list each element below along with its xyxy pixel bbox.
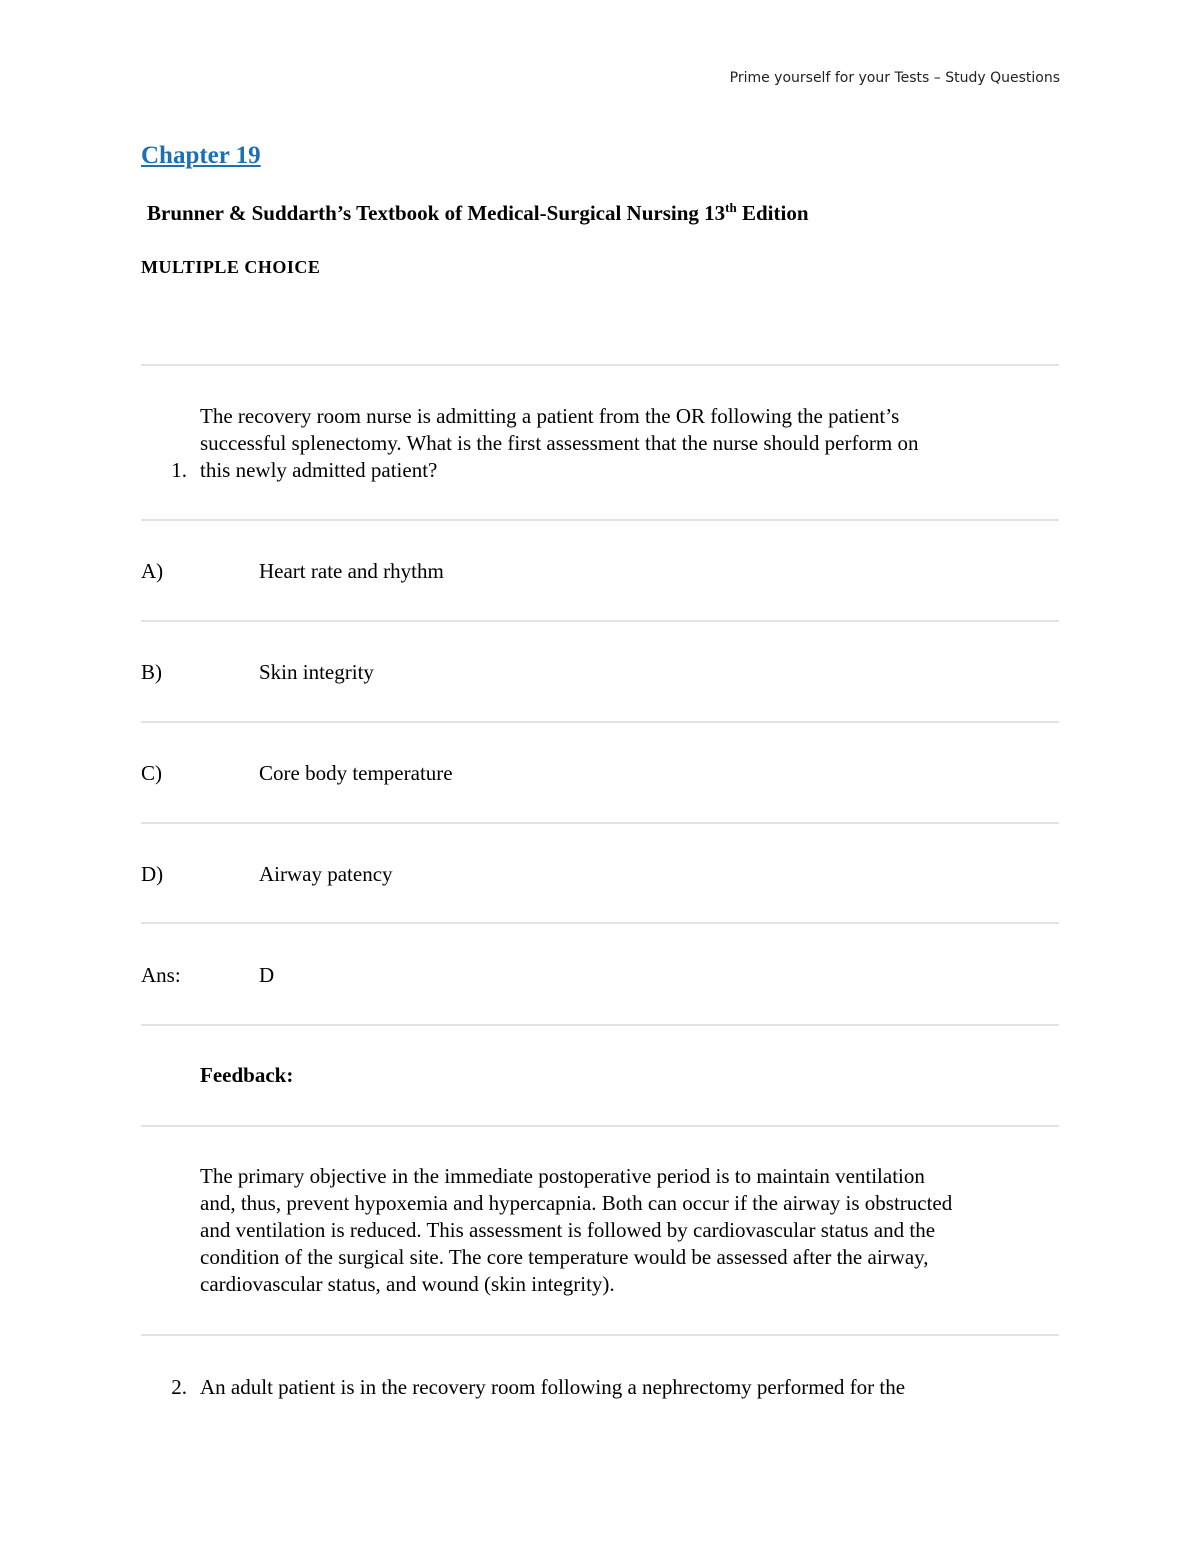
divider (141, 1334, 1059, 1336)
chapter-title: Chapter 19 (141, 142, 261, 169)
divider (141, 519, 1059, 521)
option-d-letter: D) (141, 862, 164, 886)
option-a-text: Heart rate and rhythm (259, 559, 444, 583)
feedback-line-4: condition of the surgical site. The core temperature would be assessed after the airway, (200, 1245, 929, 1269)
question-1-line-1: The recovery room nurse is admitting a patient from the OR following the patient’s (200, 404, 900, 428)
option-b-letter: B) (141, 660, 162, 684)
question-1-line-2: successful splenectomy. What is the first assessment that the nurse should perform on (200, 431, 919, 455)
divider (141, 364, 1059, 366)
running-head: Prime yourself for your Tests – Study Questions (729, 70, 1060, 86)
feedback-line-2: and, thus, prevent hypoxemia and hypercapnia. Both can occur if the airway is obstructed (200, 1191, 953, 1215)
option-c-letter: C) (141, 761, 162, 785)
question-2-text: An adult patient is in the recovery room following a nephrectomy performed for the (200, 1375, 906, 1399)
feedback-line-1: The primary objective in the immediate postoperative period is to maintain ventilation (200, 1164, 925, 1188)
divider (141, 721, 1059, 723)
question-1-number: 1. (171, 458, 187, 482)
feedback-line-3: and ventilation is reduced. This assessment is followed by cardiovascular status and the (200, 1218, 936, 1242)
answer-label: Ans: (141, 963, 181, 987)
feedback-label: Feedback: (200, 1063, 294, 1087)
option-b-text: Skin integrity (259, 660, 374, 684)
question-1-line-3: this newly admitted patient? (200, 458, 438, 482)
section-heading: MULTIPLE CHOICE (141, 257, 321, 277)
option-c-text: Core body temperature (259, 761, 453, 785)
divider (141, 1024, 1059, 1026)
divider (141, 620, 1059, 622)
divider (141, 922, 1059, 924)
question-1-text (200, 403, 1050, 484)
book-title-main: Brunner & Suddarth’s Textbook of Medical-Surgical Nursing 13 (147, 201, 726, 225)
book-title-end: Edition (736, 201, 809, 225)
feedback-line-5: cardiovascular status, and wound (skin integrity). (200, 1272, 615, 1296)
answer-value: D (259, 963, 275, 987)
book-title (147, 200, 809, 226)
feedback-text (200, 1163, 1060, 1298)
divider (141, 822, 1059, 824)
option-a-letter: A) (141, 559, 164, 583)
divider (141, 1125, 1059, 1127)
question-2-number: 2. (171, 1375, 187, 1399)
option-d-text: Airway patency (259, 862, 393, 886)
book-title-superscript: th (725, 200, 737, 215)
